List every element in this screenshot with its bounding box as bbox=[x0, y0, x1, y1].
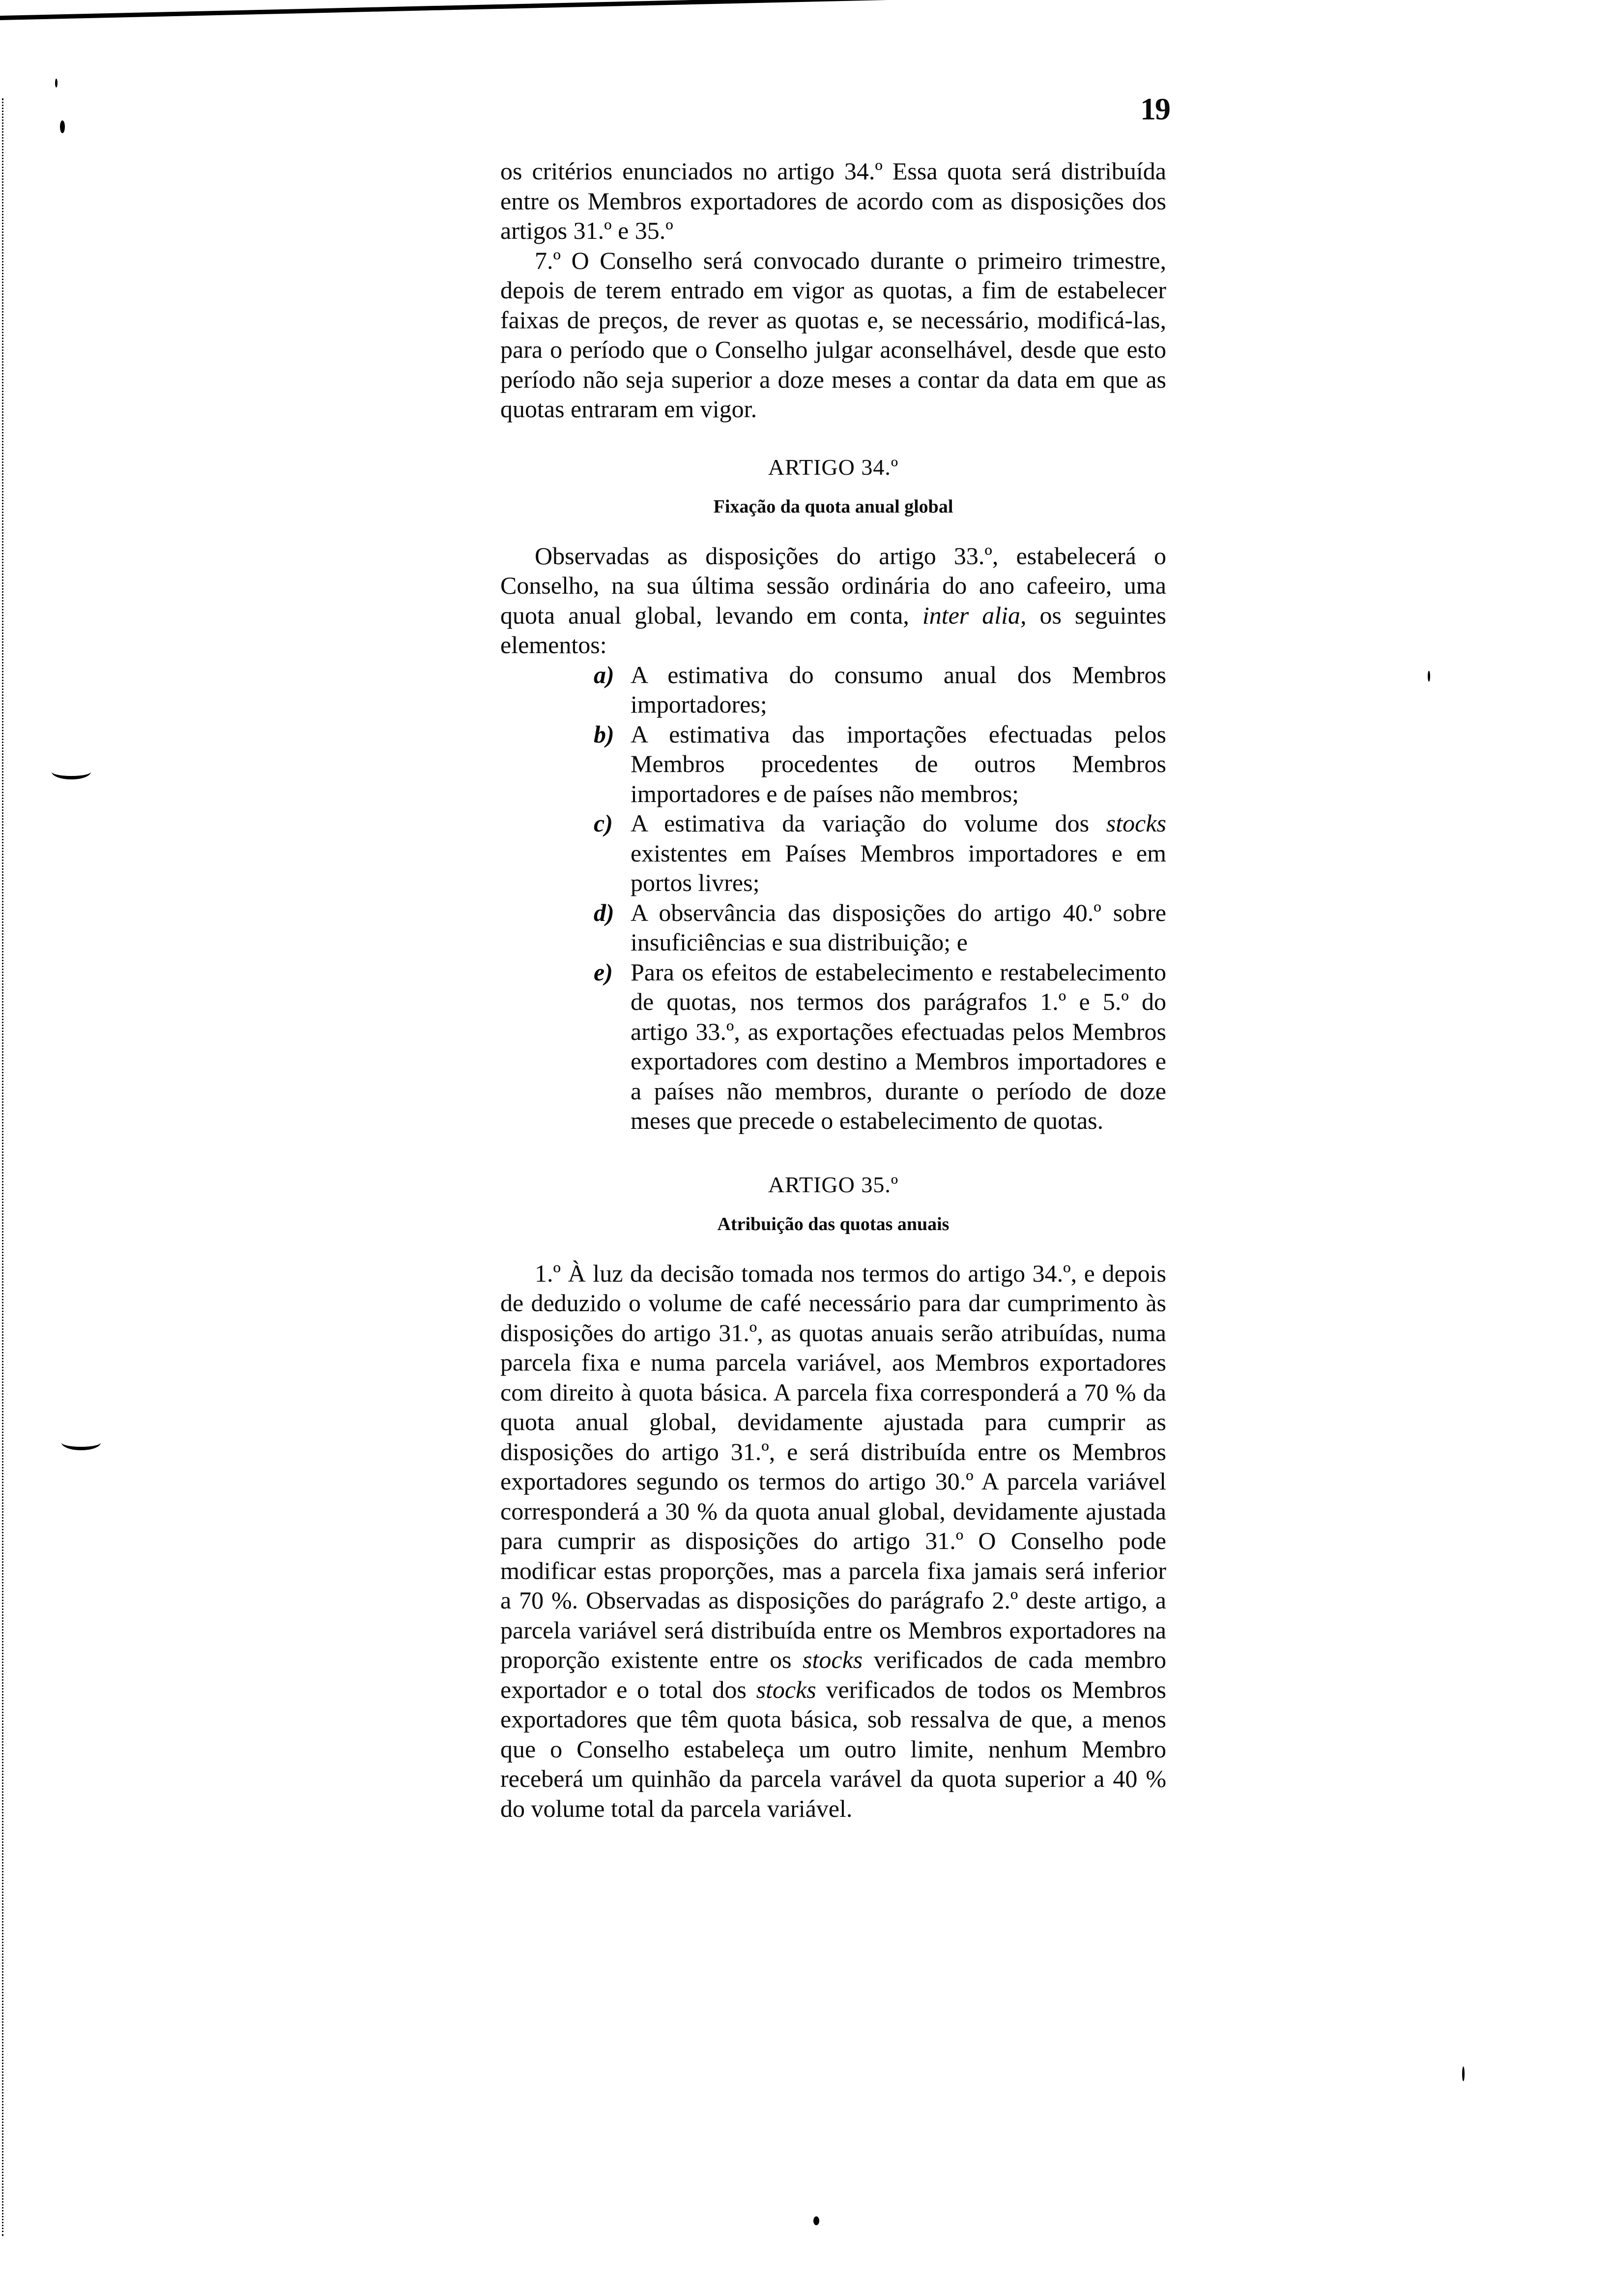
list-marker: b) bbox=[594, 720, 614, 748]
list-item-text: A observância das disposições do artigo 40.º sobre insuficiências e sua distribuição; e bbox=[631, 898, 1166, 956]
continuation-paragraph: os critérios enunciados no artigo 34.º Essa quota será distribuída entre os Membros exportadores de acordo com as disposições dos artigos 31.º e 35.º bbox=[500, 157, 1166, 244]
list-item-text: A estimativa das importações efectuadas pelos Membros procedentes de outros Membros importadores e de países não membros; bbox=[631, 720, 1166, 807]
article-35-paragraph-1 bbox=[500, 1259, 1166, 1824]
paragraph-text: À luz da decisão tomada nos termos do artigo 34.º, e depois de deduzido o volume de café necessário para dar cumprimento às disposições do artigo 31.º, as quotas anuais serão atribuídas, numa parcela fixa e numa parcela variável, aos Membros exportadores com direito à quota básica. A parcela fixa corresponderá a 70 % da quota anual global, devidamente ajustada para cumprir as disposições do artigo 31.º, e será distribuída entre os Membros exportadores segundo os termos do artigo 30.º A parcela variável corresponderá a 30 % da quota anual global, devidamente ajustada para cumprir as disposições do artigo 31.º O Conselho pode modificar estas proporções, mas a parcela fixa jamais será inferior a 70 %. Observadas as disposições do parágrafo 2.º deste artigo, a parcela variável será distribuída entre os Membros exportadores na proporção existente entre os bbox=[500, 1259, 1166, 1673]
scan-binding-curve bbox=[61, 1435, 101, 1450]
list-marker: c) bbox=[594, 809, 613, 837]
paragraph-label: 7.º bbox=[535, 246, 561, 274]
page-number: 19 bbox=[1140, 91, 1170, 126]
article-34-intro bbox=[500, 541, 1166, 660]
scan-binding-curve bbox=[52, 764, 91, 779]
list-marker: d) bbox=[594, 898, 614, 926]
paragraph-label: 1.º bbox=[535, 1259, 561, 1287]
article-35-heading: ARTIGO 35.º bbox=[768, 1172, 899, 1197]
scan-speck bbox=[1462, 2066, 1465, 2081]
article-35-subtitle: Atribuição das quotas anuais bbox=[717, 1213, 950, 1234]
list-item-a bbox=[500, 660, 1166, 719]
list-item-italic-term: stocks bbox=[1106, 809, 1166, 837]
list-item-b bbox=[500, 719, 1166, 809]
scan-binding-edge bbox=[2, 98, 8, 2236]
scan-speck bbox=[1428, 671, 1430, 682]
list-item-text-end: existentes em Países Membros importadores e em portos livres; bbox=[631, 839, 1166, 896]
paragraph-text: verificados de cada membro exportador e o total dos bbox=[500, 1646, 1166, 1703]
document-body bbox=[500, 156, 1166, 1823]
scan-speck bbox=[813, 2216, 819, 2225]
scan-speck bbox=[55, 79, 58, 87]
article-34-elements-list bbox=[500, 660, 1166, 1136]
article-34-heading: ARTIGO 34.º bbox=[768, 454, 899, 480]
list-marker: e) bbox=[594, 958, 613, 986]
scan-speck bbox=[60, 120, 65, 133]
list-item-text: A estimativa do consumo anual dos Membros importadores; bbox=[631, 660, 1166, 718]
italic-term-stocks: stocks bbox=[803, 1646, 863, 1673]
paragraph-text: verificados de todos os Membros exportadores que têm quota básica, sob ressalva de que, a menos que o Conselho estabeleça um outro limite, nenhum Membro receberá um quinhão da parcela varável da quota superior a 40 % do volume total da parcela variável. bbox=[500, 1675, 1166, 1822]
paragraph-text: O Conselho será convocado durante o primeiro trimestre, depois de terem entrado em vigor as quotas, a fim de estabelecer faixas de preços, de rever as quotas e, se necessário, modificá-las, para o período que o Conselho julgar aconselhável, desde que esto período não seja superior a doze meses a contar da data em que as quotas entraram em vigor. bbox=[500, 246, 1167, 423]
paragraph-7 bbox=[500, 246, 1166, 424]
intro-text-end: os seguintes elementos: bbox=[500, 601, 1167, 659]
list-item-text: A estimativa da variação do volume dos bbox=[631, 809, 1106, 837]
list-item-d bbox=[500, 898, 1166, 957]
list-marker: a) bbox=[594, 660, 614, 689]
list-item-e bbox=[500, 957, 1166, 1136]
italic-term-stocks: stocks bbox=[756, 1675, 816, 1703]
list-item-text: Para os efeitos de estabelecimento e restabelecimento de quotas, nos termos dos parágrafos 1.º e 5.º do artigo 33.º, as exportações efectuadas pelos Membros exportadores com destino a Membros importadores e a países não membros, durante o período de doze meses que precede o estabelecimento de quotas. bbox=[631, 958, 1166, 1134]
scan-page-edge bbox=[0, 0, 1105, 20]
list-item-c bbox=[500, 808, 1166, 898]
intro-latin-term: inter alia, bbox=[922, 601, 1027, 629]
intro-text: Observadas as disposições do artigo 33.º, estabelecerá o Conselho, na sua última sessão ordinária do ano cafeeiro, uma quota anual global, levando em conta, bbox=[500, 542, 1166, 629]
article-34-subtitle: Fixação da quota anual global bbox=[713, 496, 953, 517]
